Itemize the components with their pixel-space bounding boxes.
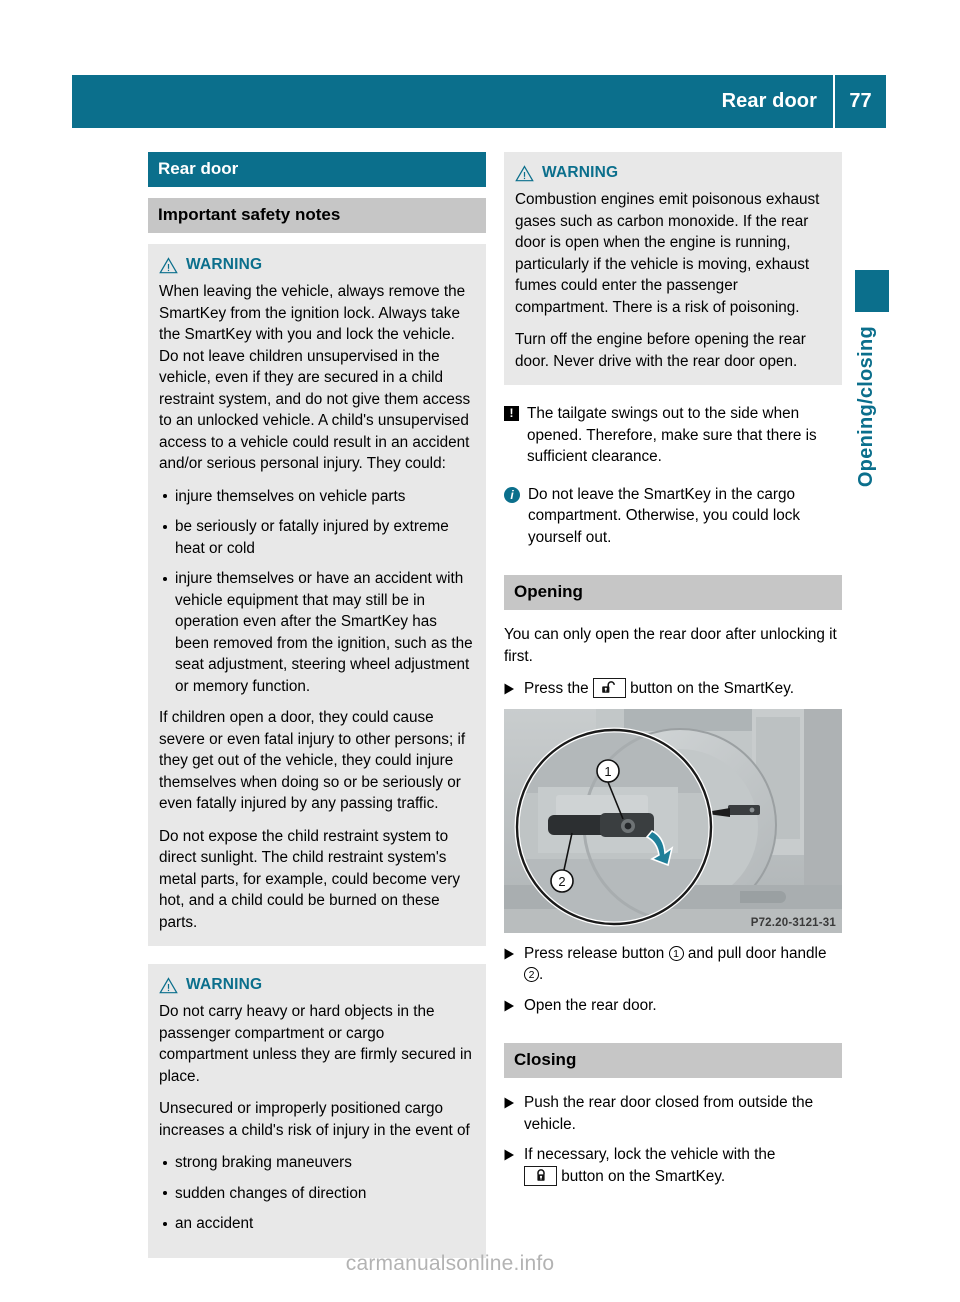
step-text: Push the rear door closed from outside the vehicle. — [524, 1094, 814, 1133]
right-column — [504, 152, 842, 1196]
info-note-smartkey-cargo — [504, 484, 842, 549]
warning-box-exhaust-fumes — [504, 152, 842, 385]
step-open-rear-door — [504, 995, 842, 1017]
step-press-release-button — [504, 943, 842, 986]
chapter-tab-marker — [855, 270, 889, 312]
subsection-title-important-safety-notes: Important safety notes — [148, 198, 486, 233]
header-title-bar — [72, 75, 833, 128]
step-text-before: If necessary, lock the vehicle with the — [524, 1146, 776, 1163]
chapter-tab-label: Opening/closing — [855, 326, 877, 488]
opening-intro-text: You can only open the rear door after unlocking it first. — [504, 626, 837, 665]
list-item: injure themselves or have an accident with vehicle equipment that may still be in operation even after the SmartKey has been removed from the ignition, such as the seat adjustment, steering wheel adjustment or memory function. — [159, 568, 475, 697]
figure-caption: P72.20-3121-31 — [750, 916, 836, 929]
step-text — [524, 943, 842, 986]
step-text-after: button on the SmartKey. — [630, 680, 794, 697]
warning-label: WARNING — [542, 164, 619, 181]
warning-box-cargo-securing — [148, 964, 486, 1258]
list-item: strong braking maneuvers — [159, 1152, 475, 1174]
figure-rear-door-handle — [504, 709, 842, 933]
step-text: Open the rear door. — [524, 996, 657, 1014]
unlock-padlock-button-icon — [593, 678, 626, 698]
warning-paragraph: Turn off the engine before opening the rear door. Never drive with the rear door open. — [515, 331, 806, 370]
warning-bullet-list — [159, 1152, 475, 1235]
page-number-box — [833, 75, 886, 128]
step-text-part-2: and pull door handle — [687, 944, 827, 962]
subsection-title-closing: Closing — [504, 1043, 842, 1078]
page-title: Rear door — [721, 90, 817, 112]
caution-note-text: The tailgate swings out to the side when opened. Therefore, make sure that there is sufficient clearance. — [527, 405, 817, 465]
step-text-after: button on the SmartKey. — [561, 1167, 726, 1185]
list-item: sudden changes of direction — [159, 1183, 475, 1205]
warning-paragraph: Do not expose the child restraint system to direct sunlight. The child restraint system's metal parts, for example, could become very hot, and a child could be burned on these parts. — [159, 827, 460, 931]
step-lock-vehicle — [504, 1144, 842, 1187]
step-arrow-icon — [504, 948, 518, 960]
callout-number-1: 1 — [669, 946, 684, 961]
warning-paragraph: Unsecured or improperly positioned cargo increases a child's risk of injury in the event of — [159, 1100, 470, 1139]
list-item: an accident — [159, 1213, 475, 1235]
svg-text:1: 1 — [604, 763, 612, 779]
step-text — [524, 1144, 775, 1187]
step-arrow-icon — [504, 1097, 518, 1109]
list-item: be seriously or fatally injured by extreme heat or cold — [159, 516, 475, 559]
step-arrow-icon — [504, 1000, 518, 1012]
caution-note-tailgate-clearance — [504, 403, 842, 468]
svg-text:2: 2 — [558, 873, 566, 889]
watermark: carmanualsonline.info — [345, 1252, 555, 1275]
warning-paragraph: If children open a door, they could cause severe or even fatal injury to other persons; if they get out of the vehicle, they could injure themselves when doing so or be seriously or even fatally injured by any passing traffic. — [159, 709, 466, 812]
step-arrow-icon — [504, 1149, 518, 1161]
section-title-rear-door: Rear door — [148, 152, 486, 187]
warning-header — [159, 256, 475, 274]
warning-triangle-icon — [159, 977, 178, 994]
warning-paragraph: When leaving the vehicle, always remove the SmartKey from the ignition lock. Always take the SmartKey with you and lock the vehicle. Do not leave children unsupervised in the vehicle, even if they are secured in a child restraint system, and do not give them access to an unlocked vehicle. A child's unsupervised access to a vehicle could result in an accident and/or serious personal injury. They could: — [159, 283, 471, 472]
warning-label: WARNING — [186, 256, 263, 273]
chapter-side-tab — [855, 270, 889, 487]
caution-exclamation-icon: ! — [504, 406, 519, 421]
page-number: 77 — [849, 90, 872, 112]
warning-label: WARNING — [186, 976, 263, 993]
callout-number-2: 2 — [524, 967, 539, 982]
warning-box-children-smartkey — [148, 244, 486, 946]
step-arrow-icon — [504, 683, 518, 695]
step-text-part-3: . — [539, 966, 544, 983]
warning-triangle-icon — [159, 257, 178, 274]
step-press-unlock-button — [504, 678, 842, 700]
page-header — [72, 75, 886, 128]
figure-illustration — [504, 709, 842, 933]
info-note-text: Do not leave the SmartKey in the cargo compartment. Otherwise, you could lock yourself out. — [528, 485, 801, 546]
warning-header — [515, 164, 831, 182]
info-circle-icon: i — [504, 487, 520, 503]
step-text-before: Press the — [524, 680, 589, 697]
list-item: injure themselves on vehicle parts — [159, 486, 475, 508]
warning-header — [159, 976, 475, 994]
step-push-door-closed — [504, 1092, 842, 1135]
lock-padlock-button-icon — [524, 1166, 557, 1186]
warning-triangle-icon — [515, 165, 534, 182]
warning-paragraph: Do not carry heavy or hard objects in the passenger compartment or cargo compartment unless they are firmly secured in place. — [159, 1003, 472, 1085]
warning-bullet-list — [159, 486, 475, 698]
subsection-title-opening: Opening — [504, 575, 842, 610]
left-column — [148, 152, 486, 1258]
step-text — [524, 678, 794, 700]
warning-paragraph: Combustion engines emit poisonous exhaust gases such as carbon monoxide. If the rear door is open when the engine is running, particularly if the vehicle is moving, exhaust fumes could enter the passenger compartment. There is a risk of poisoning. — [515, 191, 820, 316]
step-text-part-1: Press release button — [524, 944, 665, 962]
